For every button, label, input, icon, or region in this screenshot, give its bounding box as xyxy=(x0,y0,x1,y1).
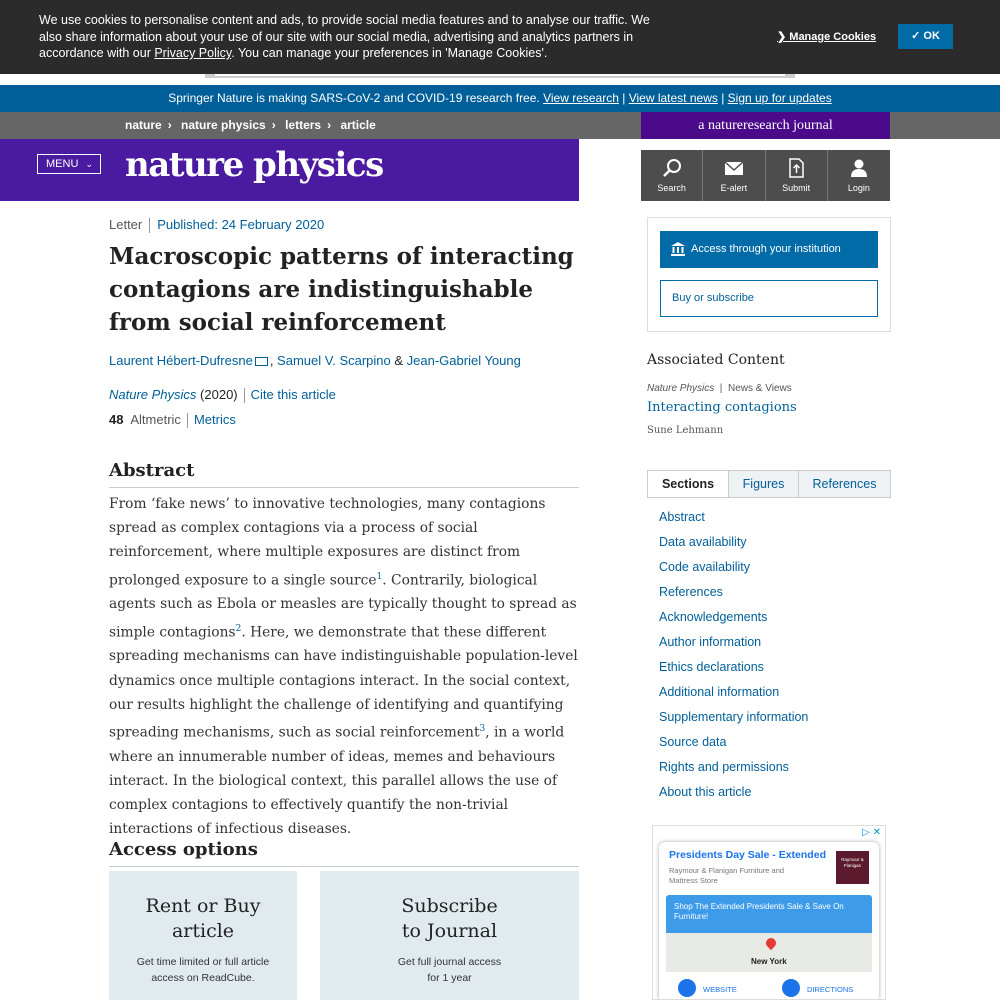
section-link[interactable]: Acknowledgements xyxy=(659,610,768,624)
upload-icon xyxy=(786,158,806,178)
tab-figures[interactable]: Figures xyxy=(728,471,798,497)
section-link[interactable]: Supplementary information xyxy=(659,710,809,724)
journal-name-link[interactable]: Nature Physics xyxy=(109,387,197,402)
view-research-link[interactable]: View research xyxy=(543,91,619,105)
abstract-heading: Abstract xyxy=(109,460,579,488)
reference-link[interactable]: 1 xyxy=(376,571,383,582)
section-link[interactable]: Author information xyxy=(659,635,762,649)
section-link[interactable]: Abstract xyxy=(659,510,705,524)
reference-link[interactable]: 3 xyxy=(479,724,486,735)
journal-logo[interactable]: nature physics xyxy=(125,145,383,185)
ad-map[interactable] xyxy=(666,933,872,972)
section-link[interactable]: References xyxy=(659,585,723,599)
citation-line: Nature Physics (2020) Cite this article xyxy=(109,387,336,402)
manage-cookies-link[interactable]: ❯ Manage Cookies xyxy=(777,31,877,43)
section-link[interactable]: Code availability xyxy=(659,560,751,574)
chevron-down-icon: ⌄ xyxy=(85,159,93,169)
submit-button[interactable]: Submit xyxy=(766,150,828,201)
published-date: Published: 24 February 2020 xyxy=(157,217,325,232)
altmetric-score: 48 xyxy=(109,412,124,427)
section-link[interactable]: About this article xyxy=(659,785,752,799)
ad-title[interactable]: Presidents Day Sale - Extended xyxy=(669,849,826,861)
associated-content-link[interactable]: Interacting contagions xyxy=(647,400,797,415)
associated-content-heading: Associated Content xyxy=(647,352,785,368)
cookie-ok-button[interactable]: ✓ OK xyxy=(898,24,953,49)
reference-link[interactable]: 2 xyxy=(235,623,242,634)
article-title: Macroscopic patterns of interacting contagions are indistinguishable from social reinforcement xyxy=(109,243,574,336)
cite-article-link[interactable]: Cite this article xyxy=(250,387,336,402)
search-button[interactable]: Search xyxy=(641,150,703,201)
ad-banner[interactable]: Shop The Extended Presidents Sale & Save On Furniture! xyxy=(666,895,872,933)
envelope-icon xyxy=(724,158,744,178)
associated-content-author: Sune Lehmann xyxy=(647,425,724,436)
view-latest-news-link[interactable]: View latest news xyxy=(628,91,718,105)
login-button[interactable]: Login xyxy=(828,150,890,201)
toolbar xyxy=(641,150,890,201)
access-institution-button[interactable]: Access through your institution xyxy=(660,231,878,268)
section-link[interactable]: Ethics declarations xyxy=(659,660,764,674)
buy-subscribe-button[interactable]: Buy or subscribe xyxy=(660,280,878,317)
institution-icon xyxy=(671,242,685,256)
ad-directions-button[interactable]: DIRECTIONS xyxy=(807,985,854,994)
section-link[interactable]: Data availability xyxy=(659,535,747,549)
breadcrumb-item[interactable]: nature xyxy=(125,118,162,132)
sidebar-tabs xyxy=(647,470,891,498)
ad-card[interactable] xyxy=(659,842,879,1000)
metrics-link[interactable]: Metrics xyxy=(193,412,236,427)
ad-logo: Raymour & Flanigan xyxy=(836,851,869,884)
article-type: Letter xyxy=(109,217,143,232)
author-list: Laurent Hébert-Dufresne , Samuel V. Scarpino & Jean-Gabriel Young xyxy=(109,353,521,368)
access-box xyxy=(647,217,891,332)
breadcrumb-item[interactable]: letters xyxy=(285,118,322,132)
privacy-policy-link[interactable]: Privacy Policy xyxy=(154,46,232,60)
globe-icon[interactable] xyxy=(678,979,696,997)
section-link[interactable]: Rights and permissions xyxy=(659,760,789,774)
directions-icon[interactable] xyxy=(782,979,800,997)
access-options-heading: Access options xyxy=(109,839,579,867)
author-link[interactable]: Samuel V. Scarpino xyxy=(277,353,391,368)
ad-close-icon[interactable]: ▷ ✕ xyxy=(862,827,881,838)
user-icon xyxy=(849,158,869,178)
breadcrumb: nature › nature physics › letters › article xyxy=(125,118,376,132)
article-meta xyxy=(109,217,324,233)
ad-city: New York xyxy=(751,957,787,966)
section-link[interactable]: Source data xyxy=(659,735,727,749)
covid-notice: Springer Nature is making SARS-CoV-2 and COVID-19 research free. View research | View latest news | Sign up for updates xyxy=(0,85,1000,112)
breadcrumb-item: article xyxy=(340,118,376,132)
e-alert-button[interactable]: E-alert xyxy=(703,150,765,201)
advertisement[interactable] xyxy=(652,825,886,1000)
rent-buy-option[interactable]: Rent or Buy article Get time limited or full article access on ReadCube. xyxy=(109,871,297,1000)
ad-advertiser: Raymour & Flanigan Furniture and Mattress Store xyxy=(669,866,785,885)
masthead xyxy=(0,139,579,201)
author-link[interactable]: Jean-Gabriel Young xyxy=(406,353,521,368)
cookie-text: We use cookies to personalise content and ads, to provide social media features and to analyse our traffic. We also share information about your use of our site with our social media, advertising and analytics partners in accordance with our Privacy Policy. You can manage your preferences in 'Manage Cookies'. xyxy=(39,13,650,60)
tab-references[interactable]: References xyxy=(798,471,890,497)
section-link[interactable]: Additional information xyxy=(659,685,780,699)
ad-website-button[interactable]: WEBSITE xyxy=(703,985,737,994)
menu-button[interactable]: MENU ⌄ xyxy=(37,154,101,174)
altmetric-line: 48 Altmetric Metrics xyxy=(109,412,236,427)
author-link[interactable]: Laurent Hébert-Dufresne xyxy=(109,353,253,368)
email-icon[interactable] xyxy=(255,357,268,366)
natureresearch-journal-banner[interactable]: a natureresearch journal xyxy=(641,112,890,139)
map-pin-icon xyxy=(764,936,778,950)
subscribe-option[interactable]: Subscribe to Journal Get full journal access for 1 year xyxy=(320,871,579,1000)
tab-sections[interactable]: Sections xyxy=(648,471,728,497)
abstract-text: From ‘fake news’ to innovative technologies, many contagions spread as complex contagions via a process of social reinforcement, where multiple exposures are distinct from prolonged exposure to a single source$^1$. Contrarily, biological agents such as Ebola or measles are typically thought to spread as simple contagions$^2$. Here, we demonstrate that these different spreading mechanisms can have indistinguishable population-level dynamics once multiple contagions interact. In the social context, our results highlight the challenge of identifying and quantifying spreading mechanisms, such as social reinforcement$^3$, in a world where an innumerable number of ideas, memes and behaviours interact. In the biological context, this parallel allows the use of complex contagions to effectively quantify the non-trivial interactions of infectious diseases. xyxy=(109,496,578,838)
breadcrumb-item[interactable]: nature physics xyxy=(181,118,266,132)
sign-up-updates-link[interactable]: Sign up for updates xyxy=(727,91,832,105)
sections-list xyxy=(659,510,808,810)
associated-content-meta: Nature Physics | News & Views xyxy=(647,383,792,394)
cookie-banner xyxy=(0,0,1000,74)
search-icon xyxy=(662,158,682,178)
